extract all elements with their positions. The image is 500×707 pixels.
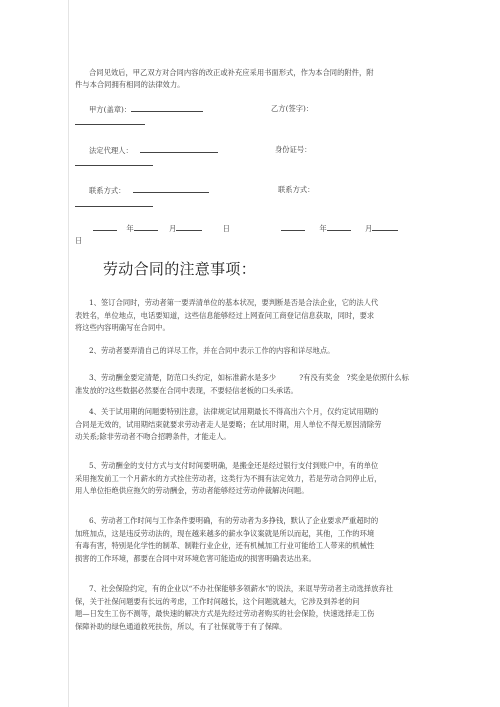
contact-a-label: 联系方式： — [89, 186, 126, 195]
notice-item-7-line-2: 保，关于社保问题要有长远的考虑，工作时间越长，这个问题就越大，它涉及到养老的问 — [75, 596, 360, 606]
notice-item-1-line-2: 表姓名，单位地点，电话要知道，这些信息能够经过上网查问工商登记信息获取，同时，要求 — [75, 310, 375, 320]
party-a-field — [89, 104, 203, 115]
notice-item-1-line-1: 1、签订合同时，劳动者第一要弄清单位的基本状况，要判断是否是合法企业，它的法人代 — [89, 298, 379, 307]
intro-line-2: 件与本合同拥有相同的法律效力。 — [75, 80, 185, 89]
notice-item-3 — [75, 372, 409, 397]
notice-item-4-line-2: 合同是无效的，试用期结束就要求劳动者走人是要略；在试用时期，用人单位不得无原因清除劳 — [75, 419, 382, 429]
contact-a-blank — [133, 185, 209, 193]
date-a-day-label: 日 — [222, 224, 230, 233]
notice-item-6-line-3: 有毒有害，特别是化学性的制革、制鞋行业企业，还有机械加工行业可能给工人带来的机械性 — [75, 541, 375, 550]
id-number-blank-line — [75, 158, 153, 169]
date-b-month-label: 月 — [364, 224, 373, 233]
party-a-blank — [131, 104, 203, 112]
notice-item-4-line-3: 动关系;除非劳动者不吻合招聘条件，才能走人。 — [75, 432, 231, 441]
date-a-year-label: 年 — [126, 224, 134, 233]
notice-item-7-line-4: 保障补助的绿色通道救死扶伤，所以，有了社保就等于有了保障。 — [75, 621, 287, 631]
notice-item-6-line-1: 6、劳动者工作时间与工作条件要明确，有的劳动者为多挣钱，默认了企业要求严重超时的 — [89, 516, 379, 525]
date-b-year-label: 年 — [319, 224, 327, 233]
notice-item-6-line-4: 损害的工作环境，都要在合同中对环境危害可能造成的损害明确表达出来。 — [75, 553, 316, 563]
party-a-label: 甲方(盖章)： — [89, 105, 132, 114]
id-number-field — [275, 145, 311, 155]
notice-item-1-line-3: 将这些内容明确写在合同中。 — [75, 323, 170, 332]
notice-item-5-line-2: 采用拖发前工一个月薪水的方式拴住劳动者，这类行为不拥有法定效力，若是劳动合同停止后， — [75, 473, 382, 483]
date-a-month-label: 月 — [168, 224, 177, 233]
contact-b-blank-line — [75, 199, 153, 210]
date-b-day-label: 日 — [75, 236, 83, 245]
contact-a-field — [89, 185, 209, 196]
intro-line-1: 合同见效后，甲乙双方对合同内容的改正或补充应采用书面形式，作为本合同的附件，附 — [89, 68, 374, 77]
notice-item-5 — [75, 460, 395, 498]
notice-item-7-line-1: 7、社会保险约定，有的企业以“不办社保能够多领薪水”的说法，来诓导劳动者主动选择放弃社 — [89, 584, 393, 593]
notice-item-5-line-3: 用人单位拒绝供应拖欠的劳动酬金，劳动者能够经过劳动仲裁解决问题。 — [75, 486, 309, 495]
contact-b-field — [278, 185, 314, 195]
notice-item-4-line-1: 4、关于试用期的问题要特别注意，法律规定试用期最长不得高出六个月，仅约定试用期的 — [89, 407, 379, 416]
party-b-label: 乙方(签字)： — [271, 104, 314, 113]
party-b-blank-line — [75, 117, 145, 128]
notice-item-6-line-2: 加班加点，这是违反劳动法的，现在越来越多的薪水争议案就是所以而起，其他，工作的环境 — [75, 528, 375, 538]
notice-item-1 — [75, 297, 395, 335]
notice-item-4 — [75, 406, 395, 444]
legal-rep-field — [89, 145, 218, 156]
notice-item-7 — [75, 583, 395, 633]
notice-item-6 — [75, 515, 395, 565]
notice-item-3-line-2: 准发放的?这些数据必然要在合同中表现，不要轻信老板的口头承诺。 — [75, 385, 298, 395]
page-margin-line — [68, 0, 69, 707]
party-b-field — [271, 104, 313, 114]
notice-item-2 — [75, 345, 395, 358]
notice-item-5-line-1: 5、劳动酬金的支付方式与支付时间要明确，是搬金还是经过银行支付到账户中，有的单位 — [89, 461, 379, 470]
notice-item-2-line-1: 2、劳动者要弄清自己的详尽工作，并在合同中表示工作的内容和详尽地点。 — [89, 346, 335, 355]
legal-rep-blank — [140, 145, 218, 153]
id-number-label: 身份证号： — [275, 145, 312, 154]
legal-rep-label: 法定代理人： — [89, 146, 133, 155]
date-row-b — [281, 223, 398, 234]
notice-title: 劳动合同的注意事项： — [103, 260, 257, 278]
date-row-a — [93, 223, 230, 234]
contact-b-label: 联系方式： — [278, 185, 315, 194]
notice-item-3-line-1: 3、劳动酬金要定清楚，防范口头约定，如标准薪水是多少 ?有没有奖金 ?奖金是依照什么标 — [89, 373, 409, 382]
notice-item-7-line-3: 题—日发生工伤不测等，最快速的解决方式是先经过劳动者购买的社会保险，快速选择走工伤 — [75, 609, 375, 618]
